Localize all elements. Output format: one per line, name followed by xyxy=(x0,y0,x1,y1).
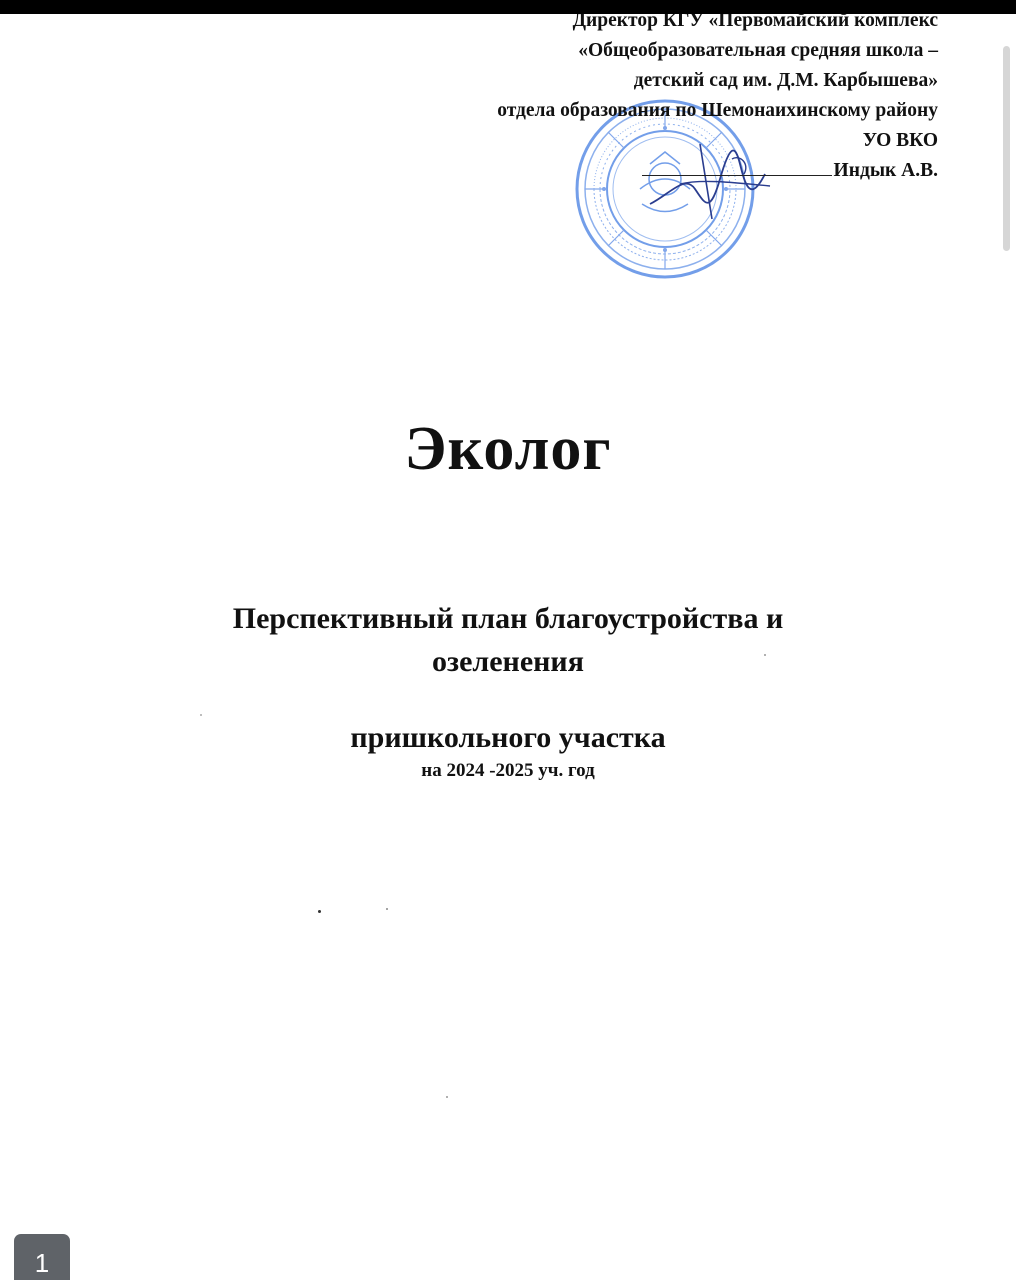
subtitle-line-3: пришкольного участка xyxy=(350,721,666,754)
subtitle-line-2: озеленения xyxy=(432,645,584,678)
speck xyxy=(446,1096,448,1098)
subtitle-line-1: Перспективный план благоустройства и xyxy=(232,602,784,635)
document-title xyxy=(0,414,1016,485)
approval-header xyxy=(338,14,938,186)
signature-line xyxy=(642,174,832,176)
speck xyxy=(318,910,321,913)
academic-year: на 2024 -2025 уч. год xyxy=(421,760,595,781)
document-page xyxy=(0,14,1016,1280)
scrollbar-thumb[interactable] xyxy=(1003,46,1010,251)
speck xyxy=(386,908,388,910)
header-line-school: «Общеобразовательная средняя школа – xyxy=(578,40,938,61)
document-title-text: Эколог xyxy=(404,415,612,483)
document-subtitle xyxy=(0,597,1016,683)
header-line-signature xyxy=(338,156,938,186)
speck xyxy=(200,714,202,716)
speck xyxy=(764,654,766,656)
page-number-badge: 1 xyxy=(14,1234,70,1280)
header-line-director: Директор КГУ «Первомайский комплекс xyxy=(572,14,938,31)
signer-name: Индык А.В. xyxy=(833,160,938,181)
header-line-region: УО ВКО xyxy=(862,130,938,151)
header-line-department: отдела образования по Шемонаихинскому району xyxy=(497,100,938,121)
header-line-kindergarten: детский сад им. Д.М. Карбышева» xyxy=(633,70,938,91)
